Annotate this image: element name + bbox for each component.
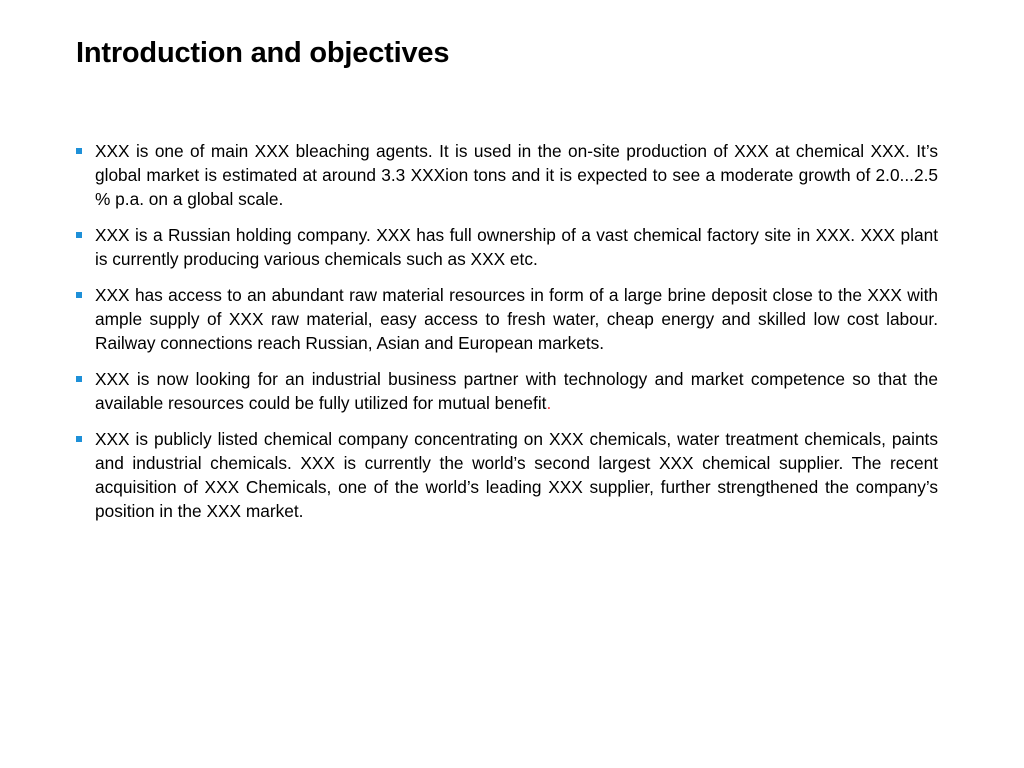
slide-title: Introduction and objectives xyxy=(76,37,450,69)
square-bullet-icon xyxy=(76,292,82,298)
square-bullet-icon xyxy=(76,376,82,382)
square-bullet-icon xyxy=(76,436,82,442)
bullet-text: XXX is now looking for an industrial business partner with technology and market competence so that the available resources could be fully utilized for mutual benefit xyxy=(95,369,938,413)
square-bullet-icon xyxy=(76,232,82,238)
bullet-text: XXX is one of main XXX bleaching agents. It is used in the on-site production of XXX at chemical XXX. It’s global market is estimated at around 3.3 XXXion tons and it is expected to see a moderate growth of 2.0...2.5 % p.a. on a global scale. xyxy=(95,141,938,209)
square-bullet-icon xyxy=(76,148,82,154)
bullet-item-3 xyxy=(76,283,938,355)
bullet-suffix: . xyxy=(546,393,552,413)
bullet-text: XXX is a Russian holding company. XXX has full ownership of a vast chemical factory site in XXX. XXX plant is currently producing various chemicals such as XXX etc. xyxy=(95,225,938,269)
bullet-text: XXX is publicly listed chemical company concentrating on XXX chemicals, water treatment chemicals, paints and industrial chemicals. XXX is currently the world’s second largest XXX chemical supplier. The recent acquisition of XXX Chemicals, one of the world’s leading XXX supplier, further strengthened the company’s position in the XXX market. xyxy=(95,429,938,521)
bullet-item-2 xyxy=(76,223,938,271)
bullet-item-4 xyxy=(76,367,938,415)
bullet-item-5 xyxy=(76,427,938,523)
bullet-list xyxy=(76,139,938,535)
bullet-text: XXX has access to an abundant raw material resources in form of a large brine deposit close to the XXX with ample supply of XXX raw material, easy access to fresh water, cheap energy and skilled low cost labour. Railway connections reach Russian, Asian and European markets. xyxy=(95,285,938,353)
bullet-item-1 xyxy=(76,139,938,211)
